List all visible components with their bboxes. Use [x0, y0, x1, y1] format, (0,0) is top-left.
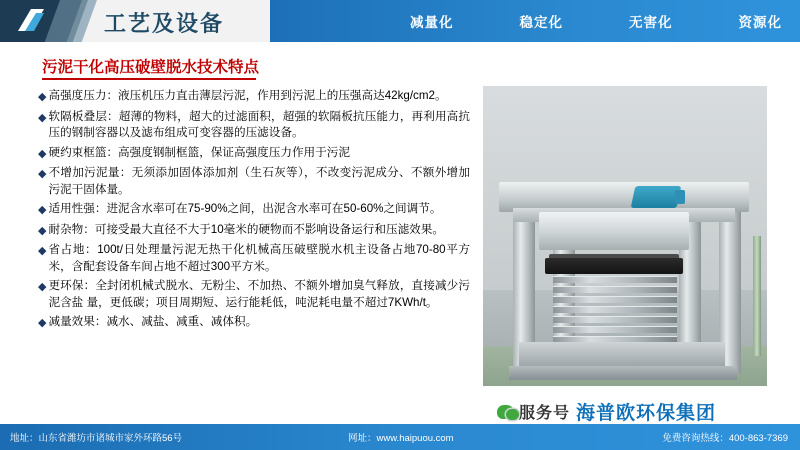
figure-motor-cap: [675, 190, 685, 204]
footer-bar: [0, 424, 800, 450]
list-item-text: 耐杂物：可接受最大直径不大于10毫米的硬物而不影响设备运行和压滤效果。: [48, 222, 444, 236]
nav-item-ziyuan[interactable]: 资源化: [738, 15, 782, 30]
list-item-text: 不增加污泥量：无须添加固体添加剂（生石灰等），不改变污泥成分、不额外增加污泥干固体量。: [48, 166, 470, 196]
wechat-icon: [497, 405, 514, 419]
nav-item-wending[interactable]: 稳定化: [519, 15, 563, 30]
footer-hotline: 免费咨询热线：400-863-7369: [662, 433, 788, 444]
footer-brand-line: [497, 398, 716, 425]
figure-base: [519, 342, 725, 368]
section-title: 污泥干化高压破壁脱水技术特点: [42, 59, 260, 76]
bullet-marker-icon: ◆: [38, 168, 47, 181]
figure-base-lower: [509, 366, 737, 380]
nav-item-jianliang[interactable]: 减量化: [410, 15, 454, 30]
list-item: [38, 222, 470, 240]
figure-motor: [631, 186, 682, 208]
footer-service-label: 服务号: [519, 405, 571, 422]
list-item: [38, 145, 470, 163]
bullet-marker-icon: ◆: [38, 317, 47, 330]
bullet-marker-icon: ◆: [38, 91, 47, 103]
list-item: [38, 109, 470, 142]
list-item: [38, 242, 470, 275]
slide-header: [0, 0, 800, 42]
list-item-text: 适用性强：进泥含水率可在75-90%之间，出泥含水率可在50-60%之间调节。: [48, 202, 442, 216]
page-title: 工艺及设备: [104, 11, 225, 36]
bullet-marker-icon: ◆: [38, 147, 47, 160]
section-title-underline: [42, 78, 256, 80]
list-item-text: 更环保：全封闭机械式脱水、无粉尘、不加热、不额外增加臭气释放，直接减少污泥含盐 量，更低碳；项目周期短、运行能耗低，吨泥耗电量不超过7KWh/t。: [48, 279, 470, 309]
bullet-marker-icon: ◆: [38, 281, 47, 294]
footer-brand-name: 海普欧环保集团: [576, 403, 717, 424]
list-item: [38, 278, 470, 311]
list-item-text: 减量效果：减水、减盐、减重、减体积。: [48, 315, 258, 329]
hydraulic-press-illustration: [483, 86, 767, 386]
footer-website[interactable]: 网址：www.haipuou.com: [348, 433, 454, 444]
figure-platen: [545, 258, 683, 274]
nav-item-wuhai[interactable]: 无害化: [629, 15, 673, 30]
bullet-marker-icon: ◆: [38, 224, 47, 237]
feature-bullet-list: [38, 88, 470, 335]
list-item: [38, 165, 470, 198]
bullet-marker-icon: ◆: [38, 111, 47, 124]
list-item-text: 软隔板叠层：超薄的物料，超大的过滤面积，超强的软隔板抗压能力，再利用高抗压的钢制容器以及滤布组成可变容器的压滤设备。: [48, 109, 470, 140]
list-item-text: 硬约束框篮：高强度钢制框篮，保证高强度压力作用于污泥: [48, 145, 350, 159]
bullet-marker-icon: ◆: [38, 204, 47, 217]
figure-pipe: [753, 236, 761, 356]
list-item: [38, 88, 470, 106]
list-item-text: 省占地：100t/日处理量污泥无热干化机械高压破壁脱水机主设备占地70-80平方米，含配套设备车间占地不超过300平方米。: [48, 243, 470, 273]
bullet-marker-icon: ◆: [38, 245, 47, 258]
company-logo-icon: [18, 9, 44, 33]
figure-head-box: [539, 212, 689, 250]
footer-address: 地址：山东省潍坊市诸城市家外环路56号: [10, 433, 183, 444]
list-item-text: 高强度压力：液压机压力直击薄层污泥，作用到污泥上的压强高达42kg/cm2。: [48, 89, 447, 102]
header-nav: [400, 0, 800, 42]
list-item: [38, 314, 470, 332]
list-item: [38, 201, 470, 219]
